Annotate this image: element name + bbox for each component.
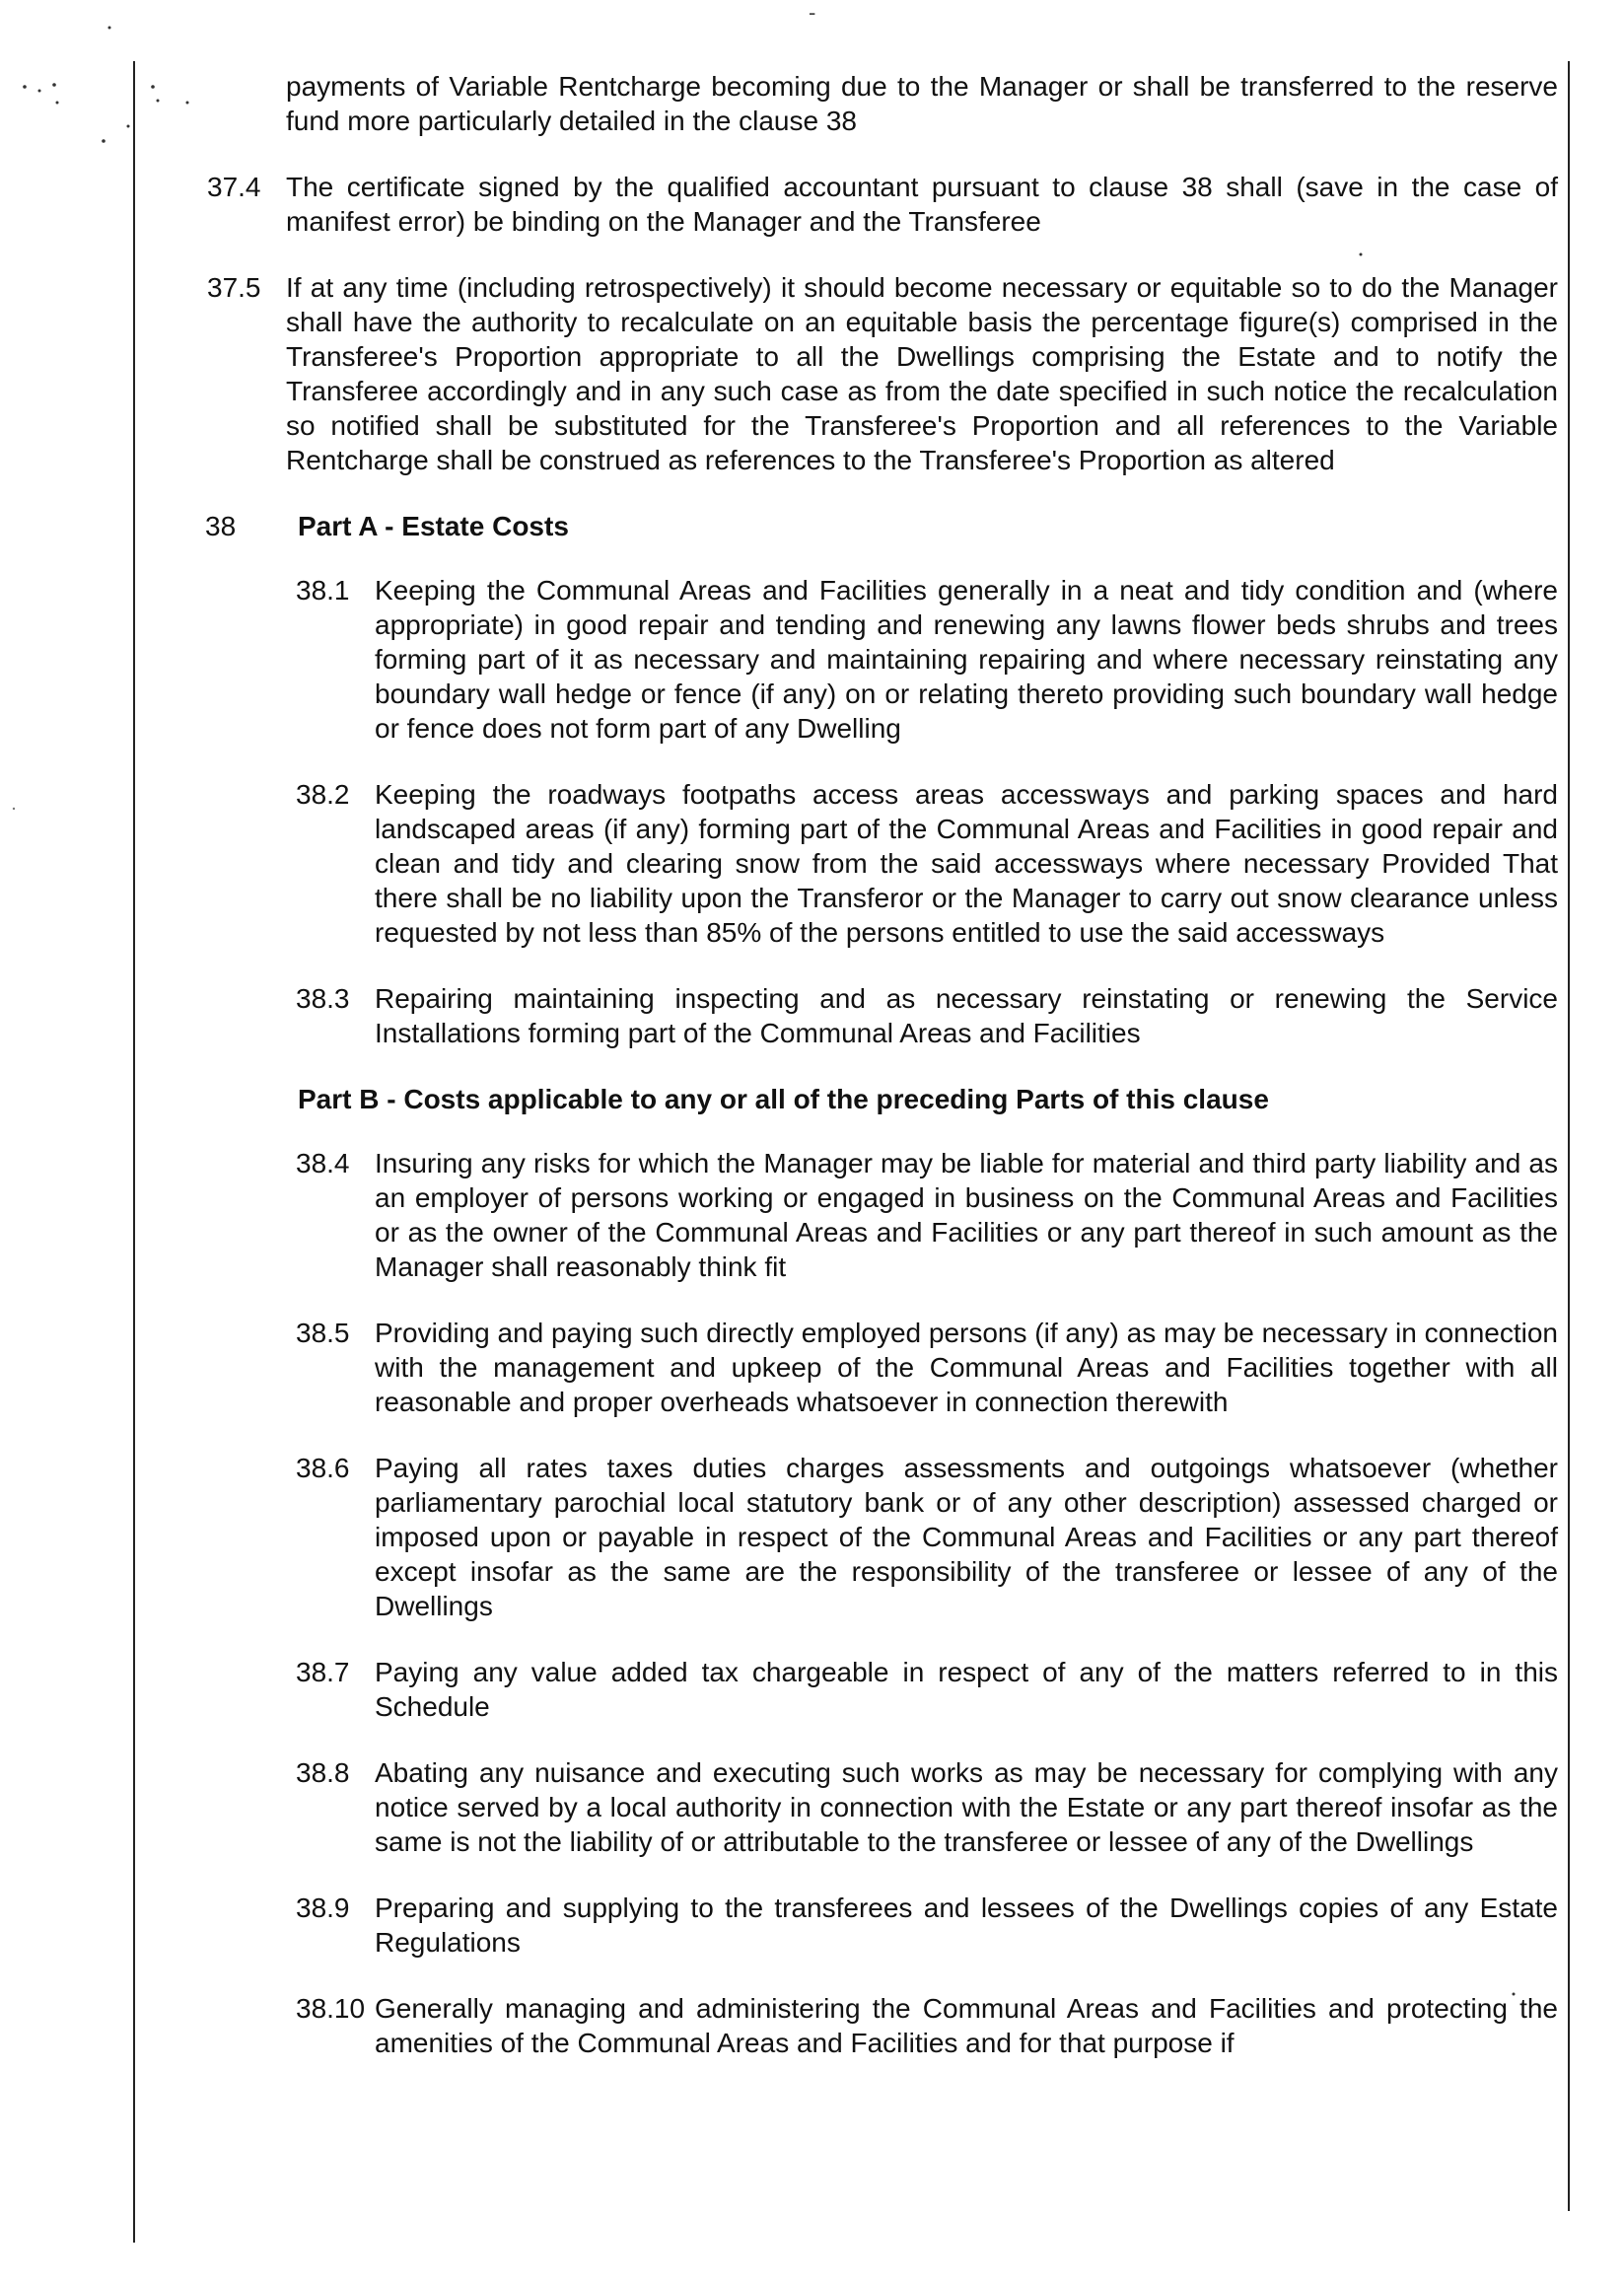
clause-37-5: [197, 270, 1558, 477]
clause-text: The certificate signed by the qualified accountant pursuant to clause 38 shall (save in the case of manifest error) be binding on the Manager and the Transferee: [286, 172, 1558, 237]
clause-number: 37.5: [207, 272, 261, 303]
clause-38-2: [286, 777, 1558, 950]
clause-number: 37.4: [207, 172, 261, 202]
clause-text: Keeping the Communal Areas and Facilities generally in a neat and tidy condition and (where appropriate) in good repair and tending and renewing any lawns flower beds shrubs and trees forming part of it as necessary and maintaining repairing and where necessary reinstating any boundary wall hedge or fence (if any) on or relating thereto providing such boundary wall hedge or fence does not form part of any Dwelling: [375, 575, 1558, 744]
clause-text: Repairing maintaining inspecting and as necessary reinstating or renewing the Service Installations forming part of the Communal Areas and Facilities: [375, 983, 1558, 1048]
clause-number: 38.8: [296, 1757, 350, 1788]
page-mark: -: [809, 0, 816, 25]
right-margin-rule: [1568, 61, 1570, 2211]
clause-text: Paying any value added tax chargeable in respect of any of the matters referred to in this Schedule: [375, 1657, 1558, 1722]
clause-38-7: [286, 1655, 1558, 1724]
clause-38-4: [286, 1146, 1558, 1284]
clause-text: Preparing and supplying to the transferees and lessees of the Dwellings copies of any Estate Regulations: [375, 1892, 1558, 1958]
clause-text: If at any time (including retrospectively) it should become necessary or equitable so to do the Manager shall have the authority to recalculate on an equitable basis the percentage figure(s) comprised in the Transferee's Proportion appropriate to all the Dwellings comprising the Estate and to notify the Transferee accordingly and in any such case as from the date specified in such notice the recalculation so notified shall be substituted for the Transferee's Proportion and all references to the Variable Rentcharge shall be construed as references to the Transferee's Proportion as altered: [286, 272, 1558, 475]
clause-38-5: [286, 1316, 1558, 1419]
part-b-heading: Part B - Costs applicable to any or all of the preceding Parts of this clause: [298, 1084, 1269, 1114]
clause-38-10: [286, 1991, 1558, 2060]
clause-number: 38.5: [296, 1318, 350, 1348]
clause-number: 38.2: [296, 779, 350, 810]
section-38-heading: [205, 509, 1558, 543]
clause-number: 38.9: [296, 1892, 350, 1923]
clause-38-1: [286, 573, 1558, 746]
clause-number: 38.1: [296, 575, 350, 606]
section-number: 38: [205, 511, 237, 541]
part-a-heading: Part A - Estate Costs: [298, 511, 569, 541]
continued-paragraph: payments of Variable Rentcharge becoming due to the Manager or shall be transferred to the reserve fund more particularly detailed in the clause 38: [286, 71, 1558, 136]
document-body: [205, 69, 1558, 2092]
clause-text: Abating any nuisance and executing such works as may be necessary for complying with any notice served by a local authority in connection with the Estate or any part thereof insofar as the same is not the liability of or attributable to the transferee or lessee of any of the Dwellings: [375, 1757, 1558, 1857]
part-a-clauses: [296, 573, 1558, 1050]
clause-38-6: [286, 1451, 1558, 1623]
left-margin-rule: [133, 61, 135, 2243]
clause-text: Providing and paying such directly employed persons (if any) as may be necessary in connection with the management and upkeep of the Communal Areas and Facilities together with all reasonable and proper overheads whatsoever in connection therewith: [375, 1318, 1558, 1417]
clause-number: 38.3: [296, 983, 350, 1014]
clause-text: Insuring any risks for which the Manager may be liable for material and third party liability and as an employer of persons working or engaged in business on the Communal Areas and Facilities or as the owner of the Communal Areas and Facilities or any part thereof in such amount as the Manager shall reasonably think fit: [375, 1148, 1558, 1282]
part-b-clauses: [296, 1146, 1558, 2060]
clause-number: 38.7: [296, 1657, 350, 1687]
clause-number: 38.6: [296, 1453, 350, 1483]
clause-number: 38.4: [296, 1148, 350, 1178]
clause-text: Keeping the roadways footpaths access areas accessways and parking spaces and hard landscaped areas (if any) forming part of the Communal Areas and Facilities in good repair and clean and tidy and clearing snow from the said accessways where necessary Provided That there shall be no liability upon the Transferor or the Manager to carry out snow clearance unless requested by not less than 85% of the persons entitled to use the said accessways: [375, 779, 1558, 948]
clause-text: Paying all rates taxes duties charges assessments and outgoings whatsoever (whether parliamentary parochial local statutory bank or of any other description) assessed charged or imposed upon or payable in respect of the Communal Areas and Facilities or any part thereof except insofar as the same are the responsibility of the transferee or lessee of any of the Dwellings: [375, 1453, 1558, 1621]
clause-number: 38.10: [296, 1993, 366, 2024]
clause-37-4: [197, 170, 1558, 239]
clause-38-3: [286, 981, 1558, 1050]
clause-38-9: [286, 1891, 1558, 1960]
clause-38-8: [286, 1755, 1558, 1859]
clause-text: Generally managing and administering the Communal Areas and Facilities and protecting the amenities of the Communal Areas and Facilities and for that purpose if: [375, 1993, 1558, 2058]
